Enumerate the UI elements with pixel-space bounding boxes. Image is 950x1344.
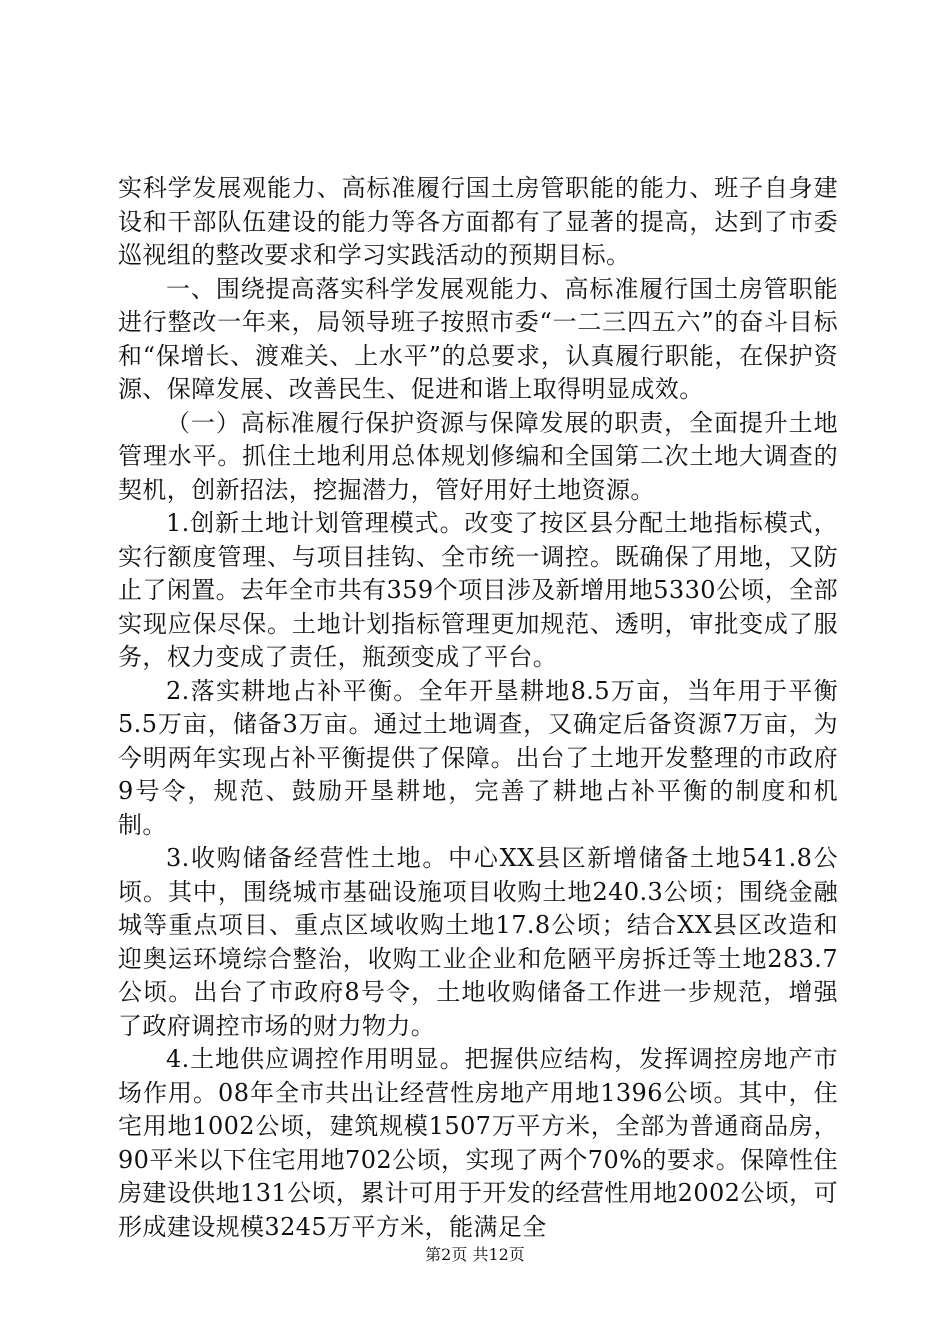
paragraph-subsection-one: （一）高标准履行保护资源与保障发展的职责，全面提升土地管理水平。抓住土地利用总体规划修编和全国第二次土地大调查的契机，创新招法，挖掘潜力，管好用好土地资源。 [118,408,838,504]
paragraph-item-2: 2.落实耕地占补平衡。全年开垦耕地8.5万亩，当年用于平衡5.5万亩，储备3万亩。通过土地调查，又确定后备资源7万亩，为今明两年实现占补平衡提供了保障。出台了土地开发整理的市政府9号令，规范、鼓励开垦耕地，完善了耕地占补平衡的制度和机制。 [118,676,838,839]
paragraph-item-4: 4.土地供应调控作用明显。把握供应结构，发挥调控房地产市场作用。08年全市共出让经营性房地产用地1396公顷。其中，住宅用地1002公顷，建筑规模1507万平方米，全部为普通商品房，90平米以下住宅用地702公顷，实现了两个70%的要求。保障性住房建设供地131公顷，累计可用于开发的经营性用地2002公顷，可形成建设规模3245万平方米，能满足全 [118,1045,838,1241]
paragraph-continuation: 实科学发展观能力、高标准履行国土房管职能的能力、班子自身建设和干部队伍建设的能力等各方面都有了显著的提高，达到了市委巡视组的整改要求和学习实践活动的预期目标。 [118,174,838,269]
paragraph-section-one: 一、围绕提高落实科学发展观能力、高标准履行国土房管职能进行整改一年来，局领导班子按照市委“一二三四五六”的奋斗目标和“保增长、渡难关、上水平”的总要求，认真履行职能，在保护资源、保障发展、改善民生、促进和谐上取得明显成效。 [118,274,838,403]
document-body [118,172,838,1244]
page-number-footer: 第2页 共12页 [425,1245,525,1264]
paragraph-item-1: 1.创新土地计划管理模式。改变了按区县分配土地指标模式，实行额度管理、与项目挂钩、全市统一调控。既确保了用地，又防止了闲置。去年全市共有359个项目涉及新增用地5330公顷，全部实现应保尽保。土地计划指标管理更加规范、透明，审批变成了服务，权力变成了责任，瓶颈变成了平台。 [118,509,838,671]
paragraph-item-3: 3.收购储备经营性土地。中心XX县区新增储备土地541.8公顷。其中，围绕城市基础设施项目收购土地240.3公顷；围绕金融城等重点项目、重点区域收购土地17.8公顷；结合XX县区改造和迎奥运环境综合整治，收购工业企业和危陋平房拆迁等土地283.7公顷。出台了市政府8号令，土地收购储备工作进一步规范，增强了政府调控市场的财力物力。 [118,844,838,1040]
